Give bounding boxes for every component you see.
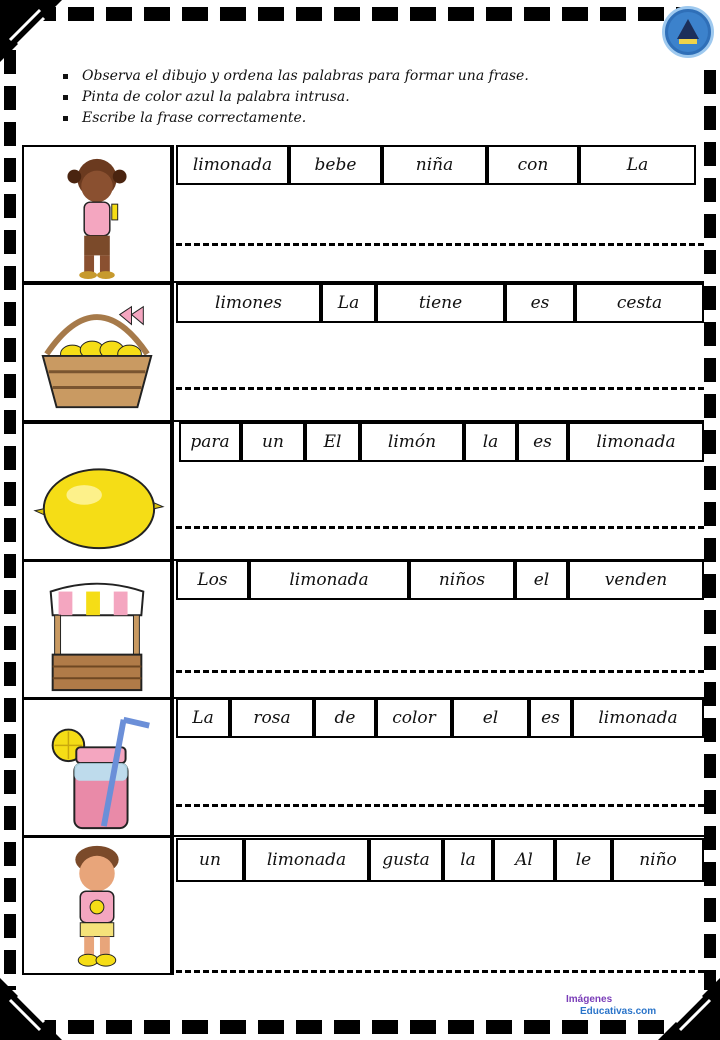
picture-lemon: [22, 422, 172, 561]
word-card[interactable]: para: [179, 422, 241, 462]
word-card[interactable]: tiene: [376, 283, 505, 323]
word-card[interactable]: Al: [493, 838, 555, 882]
word-card[interactable]: limonada: [176, 145, 289, 185]
word-card[interactable]: limonada: [572, 698, 704, 738]
writing-area[interactable]: [172, 698, 704, 837]
word-card[interactable]: limonada: [249, 560, 409, 600]
picture-lemonade-stand: [22, 560, 172, 699]
writing-area[interactable]: [172, 283, 704, 422]
word-card[interactable]: Los: [176, 560, 249, 600]
writing-line: [176, 804, 704, 807]
brand-line-1: Imágenes: [566, 994, 613, 1005]
word-card[interactable]: El: [305, 422, 360, 462]
word-card[interactable]: el: [452, 698, 529, 738]
word-card[interactable]: con: [487, 145, 579, 185]
word-card[interactable]: limón: [360, 422, 464, 462]
writing-line: [176, 243, 704, 246]
instruction-item: Escribe la frase correctamente.: [60, 108, 680, 129]
picture-lemon-basket: [22, 283, 172, 422]
word-card[interactable]: el: [515, 560, 568, 600]
word-card[interactable]: bebe: [289, 145, 382, 185]
word-card[interactable]: un: [176, 838, 244, 882]
picture-lemonade-jar: [22, 698, 172, 837]
publisher-logo: [662, 6, 714, 58]
exercise-row: [22, 145, 704, 283]
word-card[interactable]: limonada: [568, 422, 704, 462]
word-card[interactable]: La: [176, 698, 230, 738]
exercise-row: [22, 560, 704, 699]
instruction-item: Observa el dibujo y ordena las palabras para formar una frase.: [60, 66, 680, 87]
word-card[interactable]: gusta: [369, 838, 443, 882]
word-card[interactable]: La: [579, 145, 696, 185]
exercise-row: [22, 698, 704, 837]
writing-area[interactable]: [172, 145, 704, 283]
writing-line: [176, 387, 704, 390]
picture-boy: [22, 836, 172, 975]
exercise-row: [22, 836, 704, 975]
corner-bottom-right: [658, 978, 720, 1040]
word-card[interactable]: niño: [612, 838, 704, 882]
word-card[interactable]: limonada: [244, 838, 369, 882]
writing-line: [176, 670, 704, 673]
word-card[interactable]: es: [517, 422, 568, 462]
word-card[interactable]: un: [241, 422, 305, 462]
word-card[interactable]: le: [555, 838, 612, 882]
word-card[interactable]: limones: [176, 283, 321, 323]
word-card[interactable]: niña: [382, 145, 487, 185]
word-card[interactable]: cesta: [575, 283, 704, 323]
writing-line: [176, 526, 704, 529]
exercise-row: [22, 422, 704, 561]
picture-girl-drinking-lemonade: [22, 145, 172, 283]
writing-area[interactable]: [172, 560, 704, 699]
writing-area[interactable]: [172, 422, 704, 561]
word-card[interactable]: es: [505, 283, 575, 323]
word-card[interactable]: la: [443, 838, 493, 882]
word-card[interactable]: rosa: [230, 698, 314, 738]
word-card[interactable]: venden: [568, 560, 704, 600]
brand-line-2: Educativas.com: [580, 1006, 657, 1017]
word-card[interactable]: La: [321, 283, 376, 323]
brand-watermark: [566, 994, 666, 1018]
writing-area[interactable]: [172, 836, 704, 975]
exercise-table: [22, 145, 704, 975]
word-card[interactable]: color: [376, 698, 452, 738]
word-card[interactable]: de: [314, 698, 376, 738]
instruction-item: Pinta de color azul la palabra intrusa.: [60, 87, 680, 108]
word-card[interactable]: niños: [409, 560, 515, 600]
writing-line: [176, 970, 704, 973]
word-card[interactable]: es: [529, 698, 572, 738]
word-card[interactable]: la: [464, 422, 517, 462]
instructions-list: [60, 66, 680, 129]
exercise-row: [22, 283, 704, 422]
